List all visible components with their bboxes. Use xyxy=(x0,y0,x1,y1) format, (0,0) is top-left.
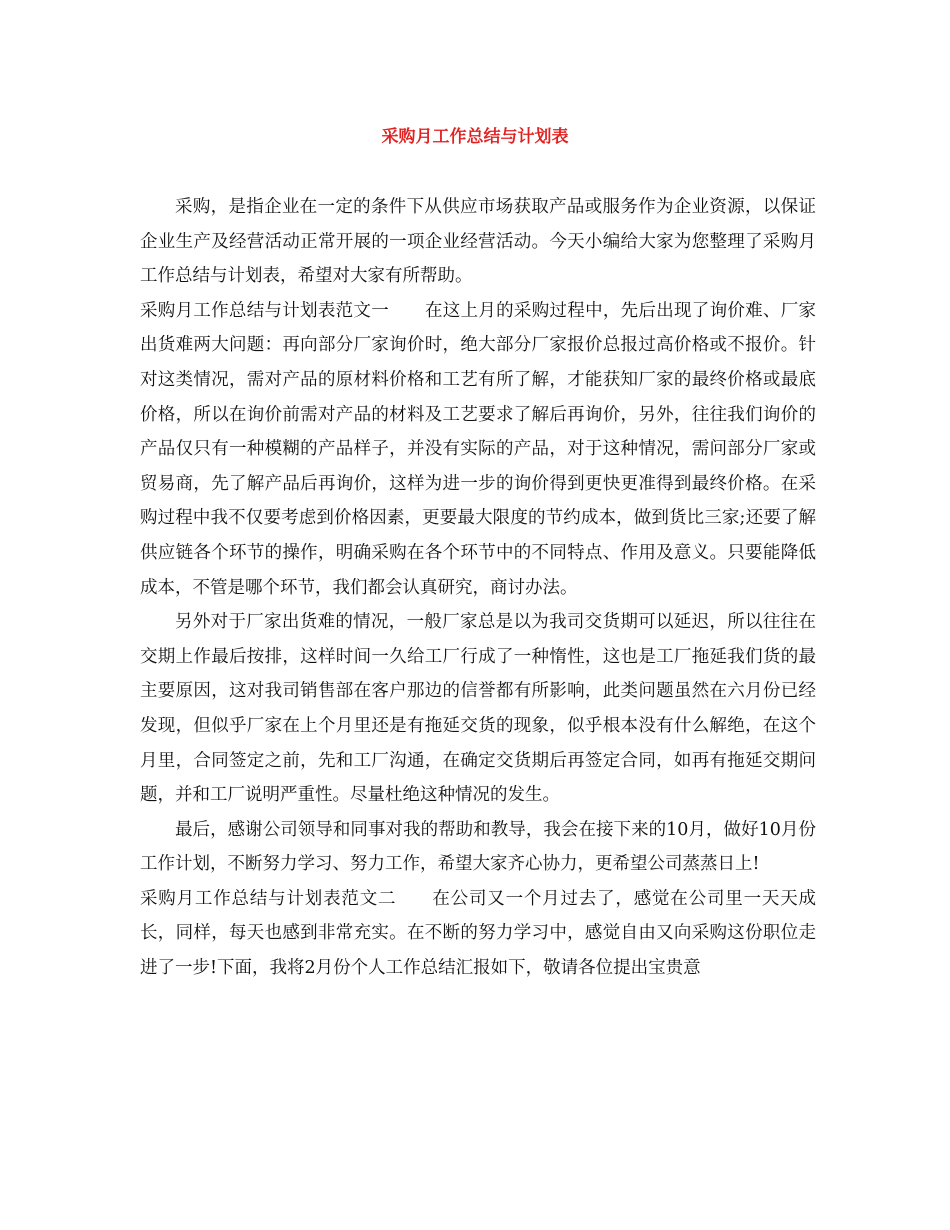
paragraph-text: 最后，感谢公司领导和同事对我的帮助和教导，我会在接下来的10月，做好10月份工作计划，不断努力学习、努力工作，希望大家齐心协力，更希望公司蒸蒸日上! xyxy=(140,819,816,875)
delivery-issue-paragraph xyxy=(140,605,816,813)
section-one-label: 采购月工作总结与计划表范文一 xyxy=(140,300,389,321)
paragraph-text: 在这上月的采购过程中，先后出现了询价难、厂家出货难两大问题：再向部分厂家询价时，绝大部分厂家报价总报过高价格或不报价。针对这类情况，需对产品的原材料价格和工艺有所了解，才能获知厂家的最终价格或最底价格，所以在询价前需对产品的材料及工艺要求了解后再询价，另外，往往我们询价的产品仅只有一种模糊的产品样子，并没有实际的产品，对于这种情况，需问部分厂家或贸易商，先了解产品后再询价，这样为进一步的询价得到更快更准得到最终价格。在采购过程中我不仅要考虑到价格因素，更要最大限度的节约成本，做到货比三家;还要了解供应链各个环节的操作，明确采购在各个环节中的不同特点、作用及意义。只要能降低成本，不管是哪个环节，我们都会认真研究，商讨办法。 xyxy=(140,300,816,598)
section-one-paragraph xyxy=(140,294,816,605)
section-two-label: 采购月工作总结与计划表范文二 xyxy=(140,888,397,909)
document-title: 采购月工作总结与计划表 xyxy=(381,127,569,147)
closing-paragraph xyxy=(140,813,816,882)
paragraph-text: 采购，是指企业在一定的条件下从供应市场获取产品或服务作为企业资源，以保证企业生产及经营活动正常开展的一项企业经营活动。今天小编给大家为您整理了采购月工作总结与计划表，希望对大家有所帮助。 xyxy=(140,197,816,287)
section-two-paragraph xyxy=(140,882,816,986)
paragraph-text: 在公司又一个月过去了，感觉在公司里一天天成长，同样，每天也感到非常充实。在不断的努力学习中，感觉自由又向采购这份职位走进了一步!下面，我将2月份个人工作总结汇报如下，敬请各位提出宝贵意 xyxy=(140,888,817,979)
document-body xyxy=(140,190,816,986)
paragraph-text: 另外对于厂家出货难的情况，一般厂家总是以为我司交货期可以延迟，所以往往在交期上作最后按排，这样时间一久给工厂行成了一种惰性，这也是工厂拖延我们货的最主要原因，这对我司销售部在客户那边的信誉都有所影响，此类问题虽然在六月份已经发现，但似乎厂家在上个月里还是有拖延交货的现象，似乎根本没有什么解绝，在这个月里，合同签定之前，先和工厂沟通，在确定交货期后再签定合同，如再有拖延交期问题，并和工厂说明严重性。尽量杜绝这种情况的发生。 xyxy=(140,612,816,806)
intro-paragraph xyxy=(140,190,816,294)
